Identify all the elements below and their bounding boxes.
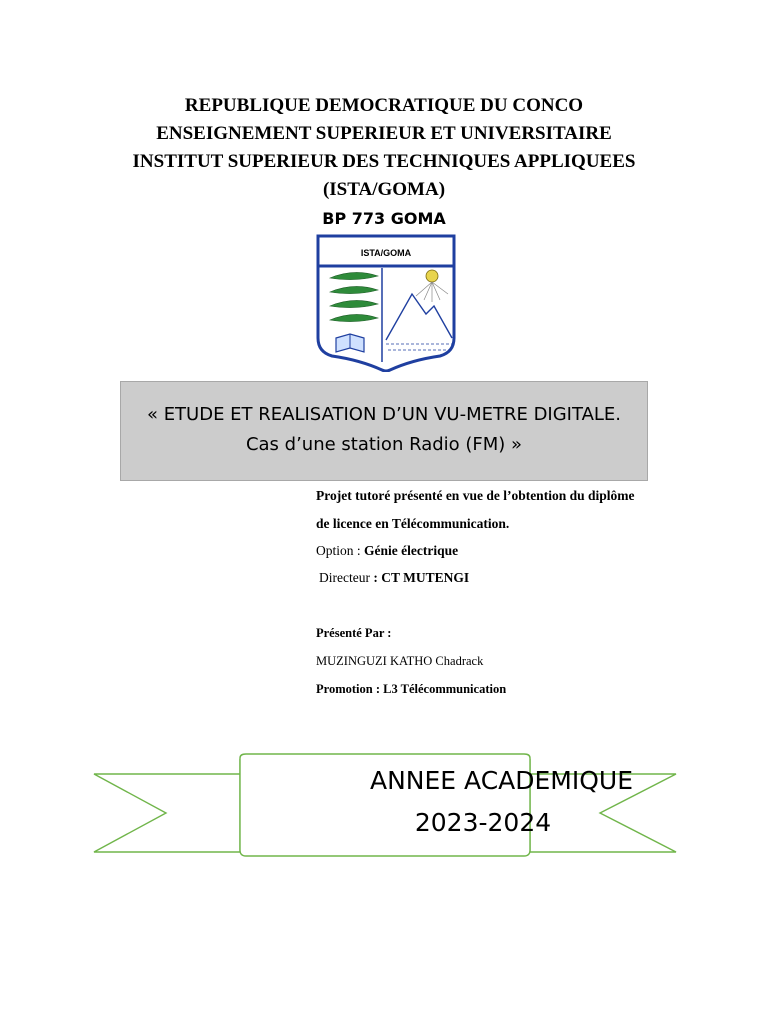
- directeur-value: : CT MUTENGI: [373, 570, 470, 585]
- header-line-institute: INSTITUT SUPERIEUR DES TECHNIQUES APPLIQUEES: [132, 151, 636, 172]
- presente-par-label: Présenté Par :: [316, 626, 392, 640]
- academic-year: [370, 760, 634, 844]
- project-description-line1: Projet tutoré présenté en vue de l’obtention du diplôme: [316, 488, 635, 503]
- header-line-republic: REPUBLIQUE DEMOCRATIQUE DU CONCO: [184, 95, 584, 116]
- promotion-row: [316, 682, 506, 697]
- institution-header: [0, 92, 768, 232]
- project-description-line2: de licence en Télécommunication.: [316, 516, 510, 531]
- postal-address: BP 773 GOMA: [322, 209, 446, 228]
- directeur-label: Directeur: [319, 570, 374, 585]
- option-value: Génie électrique: [364, 543, 459, 558]
- logo-label: ISTA/GOMA: [360, 248, 412, 258]
- thesis-title-line2: Cas d’une station Radio (FM) »: [245, 434, 523, 455]
- ista-goma-logo: [316, 234, 456, 372]
- thesis-title-line1: « ETUDE ET REALISATION D’UN VU-METRE DIGITALE.: [146, 404, 622, 425]
- academic-year-value: 2023-2024: [414, 808, 552, 837]
- academic-year-label: ANNEE ACADEMIQUE: [370, 766, 634, 795]
- banner-left-tail: [94, 774, 240, 852]
- option-row: [316, 543, 458, 559]
- header-line-acronym: (ISTA/GOMA): [322, 179, 446, 200]
- thesis-title-box: [120, 381, 648, 481]
- promotion-label: Promotion :: [316, 682, 384, 696]
- student-name: MUZINGUZI KATHO Chadrack: [316, 654, 484, 668]
- option-label: Option :: [316, 543, 365, 558]
- header-line-ministry: ENSEIGNEMENT SUPERIEUR ET UNIVERSITAIRE: [156, 123, 612, 144]
- promotion-value: L3 Télécommunication: [383, 682, 507, 696]
- directeur-row: [319, 570, 469, 586]
